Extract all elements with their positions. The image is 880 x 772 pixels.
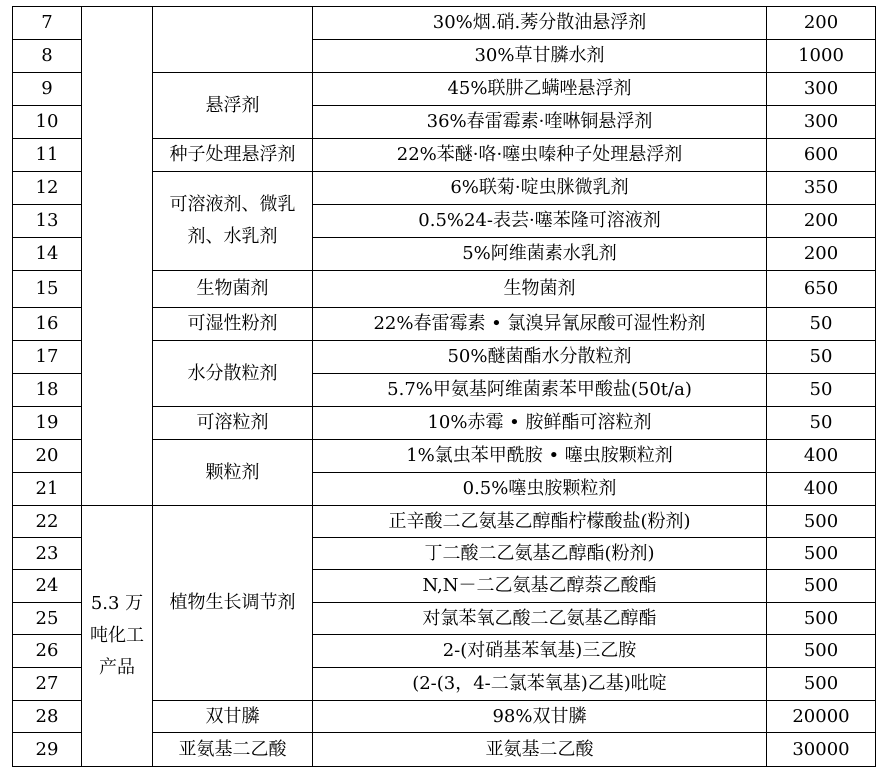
- row-number: 29: [13, 733, 82, 767]
- category-suspension: 悬浮剂: [153, 73, 313, 139]
- product-name: 30%烟.硝.莠分散油悬浮剂: [313, 7, 767, 40]
- capacity-value: 500: [767, 603, 876, 635]
- row-number: 13: [13, 205, 82, 238]
- product-name: 1%氯虫苯甲酰胺 • 噻虫胺颗粒剂: [313, 440, 767, 473]
- capacity-value: 400: [767, 473, 876, 506]
- row-number: 9: [13, 73, 82, 106]
- product-name: 正辛酸二乙氨基乙醇酯柠檬酸盐(粉剂): [313, 506, 767, 538]
- product-name: 30%草甘膦水剂: [313, 40, 767, 73]
- category-seed-treatment: 种子处理悬浮剂: [153, 139, 313, 172]
- row-number: 16: [13, 308, 82, 341]
- product-name: 5%阿维菌素水乳剂: [313, 238, 767, 271]
- capacity-value: 20000: [767, 701, 876, 733]
- row-number: 23: [13, 538, 82, 570]
- table-row: [13, 7, 876, 40]
- product-name: 5.7%甲氨基阿维菌素苯甲酸盐(50t/a): [313, 374, 767, 407]
- product-name: 生物菌剂: [313, 271, 767, 308]
- category-glyphosate-intermediate: 双甘膦: [153, 701, 313, 733]
- capacity-value: 500: [767, 570, 876, 603]
- product-name: 98%双甘膦: [313, 701, 767, 733]
- product-name: 22%苯醚·咯·噻虫嗪种子处理悬浮剂: [313, 139, 767, 172]
- product-name: 45%联肼乙螨唑悬浮剂: [313, 73, 767, 106]
- capacity-value: 50: [767, 407, 876, 440]
- row-number: 14: [13, 238, 82, 271]
- capacity-value: 30000: [767, 733, 876, 767]
- product-name: 2-(对硝基苯氧基)三乙胺: [313, 635, 767, 668]
- row-number: 25: [13, 603, 82, 635]
- group-label-line: 吨化工: [90, 625, 144, 646]
- row-number: 19: [13, 407, 82, 440]
- category-plant-growth-regulator: 植物生长调节剂: [153, 506, 313, 701]
- row-number: 24: [13, 570, 82, 603]
- capacity-value: 50: [767, 308, 876, 341]
- capacity-value: 50: [767, 341, 876, 374]
- capacity-value: 50: [767, 374, 876, 407]
- product-name: 对氯苯氧乙酸二乙氨基乙醇酯: [313, 603, 767, 635]
- category-soluble-microemulsion: [153, 172, 313, 271]
- product-name: 50%醚菌酯水分散粒剂: [313, 341, 767, 374]
- capacity-value: 500: [767, 538, 876, 570]
- capacity-value: 200: [767, 7, 876, 40]
- category-iminodiacetic-acid: 亚氨基二乙酸: [153, 733, 313, 767]
- row-number: 10: [13, 106, 82, 139]
- product-name: 0.5%噻虫胺颗粒剂: [313, 473, 767, 506]
- product-name: N,N－二乙氨基乙醇萘乙酸酯: [313, 570, 767, 603]
- product-capacity-table: [12, 6, 876, 767]
- capacity-value: 600: [767, 139, 876, 172]
- capacity-value: 300: [767, 73, 876, 106]
- capacity-value: 350: [767, 172, 876, 205]
- row-number: 21: [13, 473, 82, 506]
- product-name: 22%春雷霉素 • 氯溴异氰尿酸可湿性粉剂: [313, 308, 767, 341]
- product-name: 36%春雷霉素·喹啉铜悬浮剂: [313, 106, 767, 139]
- group-label-line: 产品: [99, 657, 135, 678]
- product-name: 0.5%24-表芸·噻苯隆可溶液剂: [313, 205, 767, 238]
- category-water-dispersible-granule: 水分散粒剂: [153, 341, 313, 407]
- row-number: 27: [13, 668, 82, 701]
- capacity-value: 300: [767, 106, 876, 139]
- capacity-value: 400: [767, 440, 876, 473]
- row-number: 8: [13, 40, 82, 73]
- table-row: [13, 506, 876, 538]
- category-wettable-powder: 可湿性粉剂: [153, 308, 313, 341]
- row-number: 18: [13, 374, 82, 407]
- group-cell-upper: [82, 7, 153, 506]
- product-name: 丁二酸二乙氨基乙醇酯(粉剂): [313, 538, 767, 570]
- capacity-value: 1000: [767, 40, 876, 73]
- row-number: 12: [13, 172, 82, 205]
- capacity-value: 200: [767, 238, 876, 271]
- group-cell-chemical-products: [82, 506, 153, 767]
- row-number: 20: [13, 440, 82, 473]
- category-granule: 颗粒剂: [153, 440, 313, 506]
- capacity-value: 500: [767, 635, 876, 668]
- group-label-line: 5.3 万: [90, 593, 144, 614]
- category-cell-blank: [153, 7, 313, 73]
- capacity-value: 500: [767, 506, 876, 538]
- product-name: 亚氨基二乙酸: [313, 733, 767, 767]
- category-line: 剂、水乳剂: [187, 226, 278, 247]
- row-number: 11: [13, 139, 82, 172]
- capacity-value: 200: [767, 205, 876, 238]
- category-line: 可溶液剂、微乳: [169, 194, 296, 215]
- row-number: 7: [13, 7, 82, 40]
- product-name: 6%联菊·啶虫脒微乳剂: [313, 172, 767, 205]
- product-name: (2-(3，4-二氯苯氧基)乙基)吡啶: [313, 668, 767, 701]
- row-number: 28: [13, 701, 82, 733]
- row-number: 26: [13, 635, 82, 668]
- capacity-value: 650: [767, 271, 876, 308]
- row-number: 22: [13, 506, 82, 538]
- category-soluble-granule: 可溶粒剂: [153, 407, 313, 440]
- row-number: 15: [13, 271, 82, 308]
- product-name: 10%赤霉 • 胺鲜酯可溶粒剂: [313, 407, 767, 440]
- category-bio-agent: 生物菌剂: [153, 271, 313, 308]
- capacity-value: 500: [767, 668, 876, 701]
- row-number: 17: [13, 341, 82, 374]
